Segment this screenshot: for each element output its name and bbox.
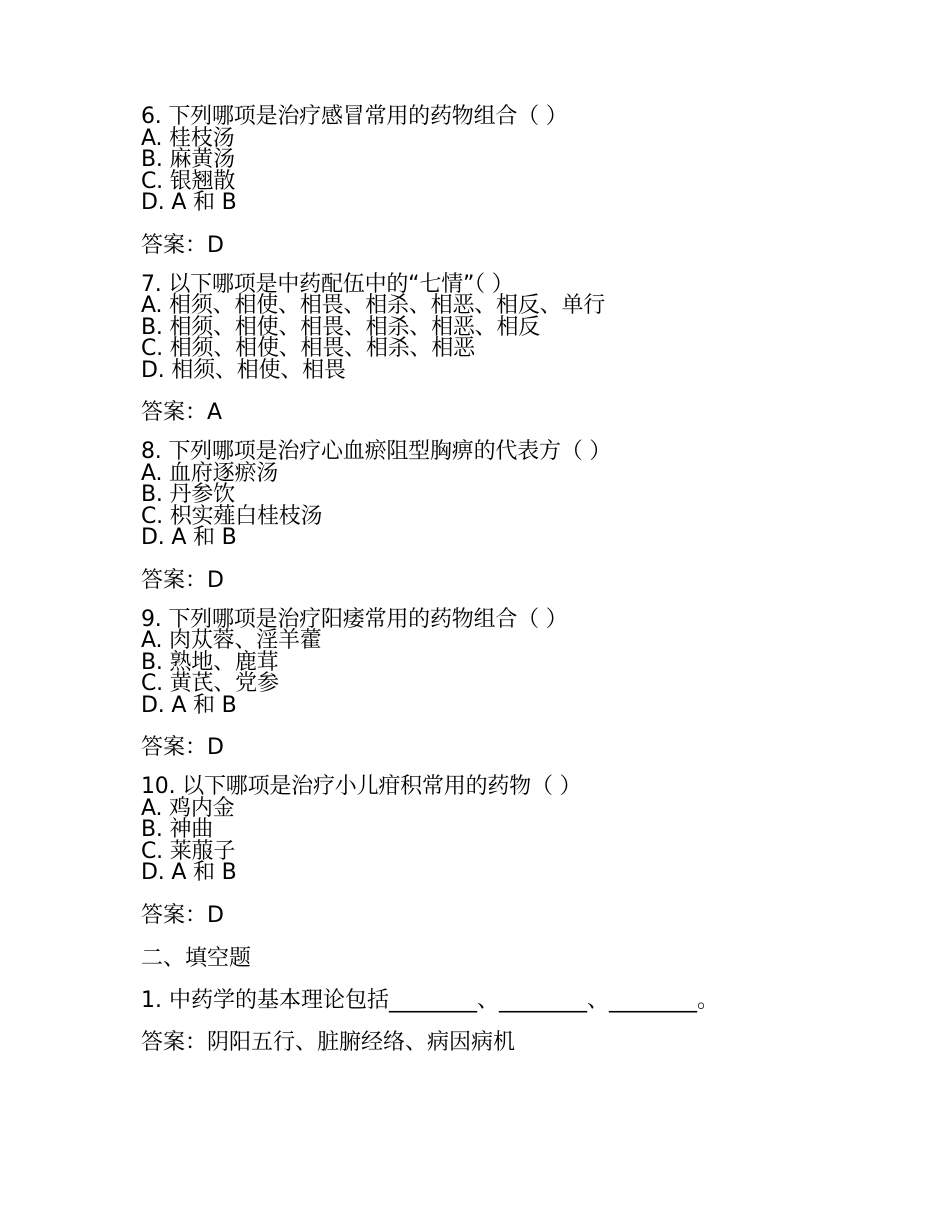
option-b: B. 丹参饮	[141, 482, 235, 507]
section-heading: 二、填空题	[141, 945, 252, 971]
question-9	[141, 606, 901, 764]
question-6	[141, 106, 901, 261]
answer-text: 答案：D	[141, 902, 224, 928]
option-b: B. 神曲	[141, 817, 214, 842]
option-a: A. 桂枝汤	[141, 125, 235, 151]
question-7	[141, 271, 901, 429]
option-c: C. 枳实薤白桂枝汤	[141, 503, 323, 529]
option-d: D. A 和 B	[141, 860, 237, 885]
option-d: D. A 和 B	[141, 190, 237, 215]
question-title: 10. 以下哪项是治疗小儿疳积常用的药物（ ）	[141, 774, 582, 799]
option-d: D. 相须、相使、相畏	[141, 357, 346, 383]
question-title: 9. 下列哪项是治疗阳痿常用的药物组合（ ）	[141, 606, 568, 632]
option-d: D. A 和 B	[141, 525, 237, 550]
option-a: A. 血府逐瘀汤	[141, 460, 279, 486]
option-c: C. 相须、相使、相畏、相杀、相恶	[141, 336, 475, 361]
question-10	[141, 776, 901, 931]
option-c: C. 莱菔子	[141, 838, 236, 864]
question-title: 8. 下列哪项是治疗心血瘀阻型胸痹的代表方（ ）	[141, 439, 612, 464]
option-c: C. 黄芪、党参	[141, 671, 279, 696]
answer-text: 答案：D	[141, 232, 224, 258]
option-b: B. 熟地、鹿茸	[141, 649, 279, 675]
answer-text: 答案：D	[141, 567, 224, 593]
document-page	[141, 106, 901, 1058]
answer-text: 答案：A	[141, 400, 223, 425]
option-b: B. 相须、相使、相畏、相杀、相恶、相反	[141, 314, 541, 340]
option-a: A. 肉苁蓉、淫羊藿	[141, 628, 322, 653]
question-title: 6. 下列哪项是治疗感冒常用的药物组合（ ）	[141, 104, 568, 129]
option-a: A. 鸡内金	[141, 795, 235, 821]
option-a: A. 相须、相使、相畏、相杀、相恶、相反、单行	[141, 293, 606, 318]
option-d: D. A 和 B	[141, 692, 237, 718]
fill-blank-answer: 答案：阴阳五行、脏腑经络、病因病机	[141, 1029, 516, 1055]
question-title: 7. 以下哪项是中药配伍中的“七情”（ ）	[141, 271, 514, 297]
answer-text: 答案：D	[141, 735, 224, 760]
fill-blank-question: 1. 中药学的基本理论包括________、________、________。	[141, 987, 719, 1013]
question-8	[141, 441, 901, 596]
option-b: B. 麻黄汤	[141, 147, 235, 172]
option-c: C. 银翘散	[141, 168, 236, 194]
